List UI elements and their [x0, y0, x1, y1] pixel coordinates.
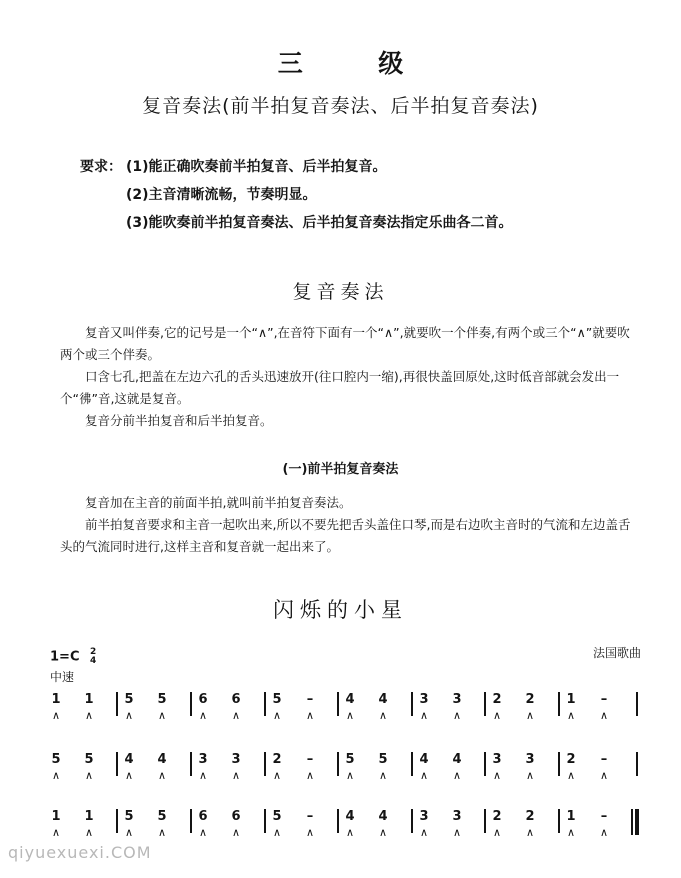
barline	[337, 809, 339, 833]
accompaniment-mark: ∧	[231, 826, 241, 839]
note-number: 4	[419, 752, 429, 767]
barline	[558, 752, 560, 776]
composer-credit: 法国歌曲	[592, 646, 641, 660]
accompaniment-mark: ∧	[492, 769, 502, 782]
accompaniment-mark: ∧	[525, 709, 535, 722]
subsection-text	[60, 492, 634, 558]
accompaniment-mark: ∧	[525, 826, 535, 839]
note-number: 6	[198, 809, 208, 824]
paragraph: 复音又叫伴奏,它的记号是一个“∧”,在音符下面有一个“∧”,就要吹一个伴奏,有两个或三个“∧”就要吹两个或三个伴奏。	[60, 325, 630, 362]
paragraph: 复音分前半拍复音和后半拍复音。	[85, 413, 273, 428]
requirement-item: (1)能正确吹奏前半拍复音、后半拍复音。	[126, 159, 387, 175]
tempo-marking: 中速	[50, 670, 75, 684]
dash-note: –	[600, 692, 608, 707]
accompaniment-mark: ∧	[157, 709, 167, 722]
note-number: 4	[124, 752, 134, 767]
barline	[264, 809, 266, 833]
note-number: 4	[345, 692, 355, 707]
barline	[484, 692, 486, 716]
accompaniment-mark: ∧	[599, 709, 609, 722]
note-number: 1	[566, 692, 576, 707]
accompaniment-mark: ∧	[157, 769, 167, 782]
note-number: 3	[419, 692, 429, 707]
barline	[636, 692, 638, 716]
time-signature-top: 2	[90, 647, 97, 657]
accompaniment-mark: ∧	[492, 826, 502, 839]
note-number: 5	[124, 692, 134, 707]
accompaniment-mark: ∧	[51, 769, 61, 782]
note-number: 5	[51, 752, 61, 767]
barline	[264, 692, 266, 716]
accompaniment-mark: ∧	[124, 826, 134, 839]
note-number: 4	[345, 809, 355, 824]
accompaniment-mark: ∧	[419, 709, 429, 722]
accompaniment-mark: ∧	[345, 709, 355, 722]
dash-note: –	[306, 752, 314, 767]
note-number: 6	[198, 692, 208, 707]
note-number: 5	[84, 752, 94, 767]
accompaniment-mark: ∧	[198, 826, 208, 839]
accompaniment-mark: ∧	[231, 769, 241, 782]
paragraph: 前半拍复音要求和主音一起吹出来,所以不要先把舌头盖住口琴,而是右边吹主音时的气流和左边盖舌头的气流同时进行,这样主音和复音就一起出来了。	[60, 517, 631, 554]
key-label: 1=C	[50, 649, 80, 665]
note-number: 3	[492, 752, 502, 767]
accompaniment-mark: ∧	[452, 826, 462, 839]
subsection-title: (一)前半拍复音奏法	[282, 462, 399, 477]
note-number: 2	[492, 809, 502, 824]
barline	[558, 809, 560, 833]
note-number: 5	[157, 809, 167, 824]
barline	[484, 752, 486, 776]
barline	[190, 692, 192, 716]
accompaniment-mark: ∧	[198, 769, 208, 782]
lesson-subtitle: 复音奏法(前半拍复音奏法、后半拍复音奏法)	[142, 95, 539, 117]
note-number: 4	[157, 752, 167, 767]
accompaniment-mark: ∧	[566, 826, 576, 839]
note-number: 1	[51, 692, 61, 707]
note-number: 5	[157, 692, 167, 707]
note-number: 2	[525, 692, 535, 707]
accompaniment-mark: ∧	[419, 826, 429, 839]
accompaniment-mark: ∧	[305, 826, 315, 839]
accompaniment-mark: ∧	[84, 709, 94, 722]
note-number: 5	[378, 752, 388, 767]
accompaniment-mark: ∧	[525, 769, 535, 782]
intro-text	[60, 322, 634, 432]
site-watermark: qiyuexuexi.COM	[8, 843, 152, 862]
barline	[337, 692, 339, 716]
grade-first-char: 三	[277, 49, 303, 78]
note-number: 3	[419, 809, 429, 824]
barline	[190, 809, 192, 833]
accompaniment-mark: ∧	[419, 769, 429, 782]
accompaniment-mark: ∧	[345, 769, 355, 782]
section-title: 复音奏法	[292, 281, 389, 303]
accompaniment-mark: ∧	[378, 769, 388, 782]
accompaniment-mark: ∧	[305, 769, 315, 782]
accompaniment-mark: ∧	[378, 709, 388, 722]
note-number: 1	[84, 692, 94, 707]
accompaniment-mark: ∧	[599, 826, 609, 839]
final-barline-thin	[631, 809, 633, 835]
accompaniment-mark: ∧	[198, 709, 208, 722]
note-number: 5	[272, 809, 282, 824]
note-number: 2	[492, 692, 502, 707]
note-number: 4	[452, 752, 462, 767]
note-number: 1	[51, 809, 61, 824]
barline	[190, 752, 192, 776]
requirement-item: (3)能吹奏前半拍复音奏法、后半拍复音奏法指定乐曲各二首。	[126, 215, 513, 231]
accompaniment-mark: ∧	[345, 826, 355, 839]
note-number: 3	[198, 752, 208, 767]
requirements-block	[80, 153, 513, 237]
accompaniment-mark: ∧	[272, 826, 282, 839]
key-signature	[50, 648, 96, 666]
note-number: 4	[378, 809, 388, 824]
barline	[411, 692, 413, 716]
note-number: 5	[124, 809, 134, 824]
note-number: 4	[378, 692, 388, 707]
accompaniment-mark: ∧	[566, 709, 576, 722]
accompaniment-mark: ∧	[599, 769, 609, 782]
accompaniment-mark: ∧	[51, 709, 61, 722]
accompaniment-mark: ∧	[305, 709, 315, 722]
song-title: 闪烁的小星	[273, 598, 408, 622]
note-number: 2	[525, 809, 535, 824]
accompaniment-mark: ∧	[272, 709, 282, 722]
note-number: 5	[272, 692, 282, 707]
note-number: 3	[525, 752, 535, 767]
dash-note: –	[600, 752, 608, 767]
barline	[411, 809, 413, 833]
grade-heading	[0, 44, 681, 80]
note-number: 5	[345, 752, 355, 767]
barline	[264, 752, 266, 776]
requirements-label: 要求：	[80, 159, 122, 175]
accompaniment-mark: ∧	[492, 709, 502, 722]
requirement-item: (2)主音清晰流畅，节奏明显。	[126, 187, 317, 203]
note-number: 3	[452, 692, 462, 707]
note-number: 3	[452, 809, 462, 824]
dash-note: –	[306, 809, 314, 824]
note-number: 6	[231, 692, 241, 707]
barline	[116, 692, 118, 716]
dash-note: –	[600, 809, 608, 824]
accompaniment-mark: ∧	[51, 826, 61, 839]
note-number: 1	[84, 809, 94, 824]
accompaniment-mark: ∧	[272, 769, 282, 782]
barline	[558, 692, 560, 716]
accompaniment-mark: ∧	[231, 709, 241, 722]
note-number: 6	[231, 809, 241, 824]
final-barline-thick	[635, 809, 639, 835]
paragraph: 复音加在主音的前面半拍,就叫前半拍复音奏法。	[85, 495, 352, 510]
barline	[116, 752, 118, 776]
barline	[411, 752, 413, 776]
note-number: 1	[566, 809, 576, 824]
accompaniment-mark: ∧	[157, 826, 167, 839]
accompaniment-mark: ∧	[378, 826, 388, 839]
accompaniment-mark: ∧	[452, 709, 462, 722]
accompaniment-mark: ∧	[124, 769, 134, 782]
note-number: 3	[231, 752, 241, 767]
note-number: 2	[566, 752, 576, 767]
time-signature-bottom: 4	[90, 656, 97, 666]
accompaniment-mark: ∧	[84, 769, 94, 782]
barline	[636, 752, 638, 776]
accompaniment-mark: ∧	[84, 826, 94, 839]
time-signature	[90, 648, 96, 666]
grade-second-char: 级	[378, 49, 404, 78]
accompaniment-mark: ∧	[566, 769, 576, 782]
paragraph: 口含七孔,把盖在左边六孔的舌头迅速放开(往口腔内一缩),再很快盖回原处,这时低音部就会发出一个“彿”音,这就是复音。	[60, 369, 620, 406]
barline	[337, 752, 339, 776]
accompaniment-mark: ∧	[452, 769, 462, 782]
score-row	[0, 752, 681, 798]
barline	[116, 809, 118, 833]
note-number: 2	[272, 752, 282, 767]
score-row	[0, 692, 681, 738]
dash-note: –	[306, 692, 314, 707]
barline	[484, 809, 486, 833]
accompaniment-mark: ∧	[124, 709, 134, 722]
